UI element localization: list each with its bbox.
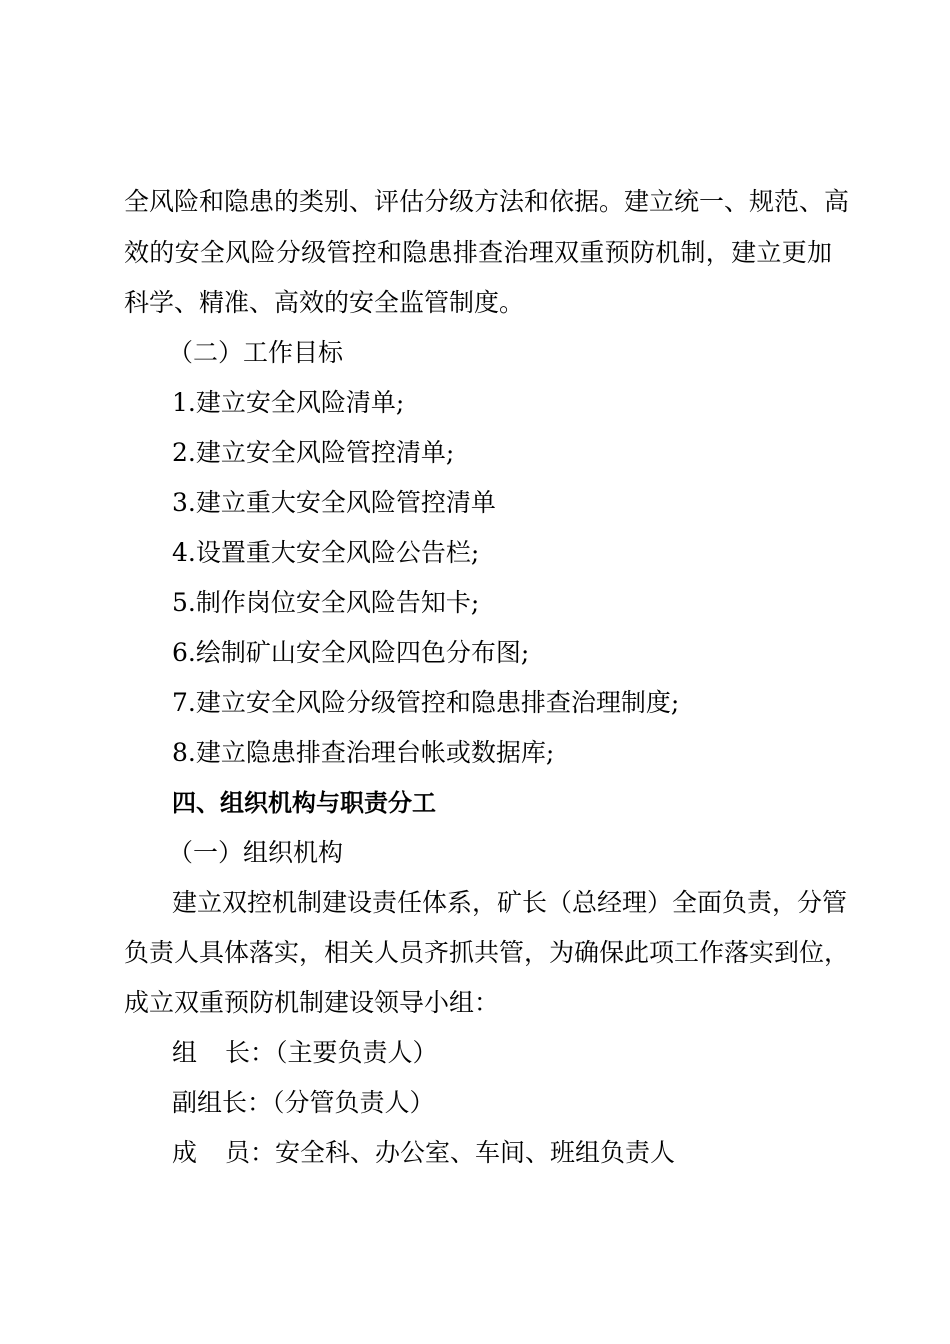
leader-value: （主要负责人）	[275, 1038, 438, 1067]
deputy-row	[172, 1088, 435, 1118]
goal-item-2: 2.建立安全风险管控清单;	[172, 438, 455, 467]
goal-item-8: 8.建立隐患排查治理台帐或数据库;	[172, 738, 555, 767]
goal-item-5: 5.制作岗位安全风险告知卡;	[172, 588, 480, 617]
chapter-4-heading: 四、组织机构与职责分工	[172, 789, 436, 817]
org-para-line-2: 负责人具体落实，相关人员齐抓共管，为确保此项工作落实到位，	[124, 938, 850, 967]
goal-item-1: 1.建立安全风险清单;	[172, 388, 405, 417]
org-para-line-3: 成立双重预防机制建设领导小组：	[124, 988, 500, 1017]
member-label-b: 员：	[225, 1138, 276, 1167]
section-goals-title: （二）工作目标	[168, 338, 344, 367]
deputy-value: （分管负责人）	[272, 1088, 435, 1117]
member-row	[172, 1138, 675, 1168]
deputy-label: 副组长：	[172, 1088, 273, 1117]
intro-line-1: 全风险和隐患的类别、评估分级方法和依据。建立统一、规范、高	[124, 187, 850, 216]
intro-line-3: 科学、精准、高效的安全监管制度。	[124, 288, 525, 317]
goal-item-7: 7.建立安全风险分级管控和隐患排查治理制度;	[172, 688, 680, 717]
intro-line-2: 效的安全风险分级管控和隐患排查治理双重预防机制，建立更加	[124, 238, 832, 267]
leader-row	[172, 1038, 438, 1068]
member-value: 安全科、办公室、车间、班组负责人	[275, 1138, 676, 1167]
section-org-title: （一）组织机构	[168, 838, 344, 867]
leader-label-b: 长：	[225, 1038, 276, 1067]
member-label-a: 成	[172, 1138, 198, 1167]
leader-label-a: 组	[172, 1038, 198, 1067]
goal-item-3: 3.建立重大安全风险管控清单	[172, 488, 496, 517]
goal-item-6: 6.绘制矿山安全风险四色分布图;	[172, 638, 530, 667]
goal-item-4: 4.设置重大安全风险公告栏;	[172, 538, 480, 567]
org-para-line-1: 建立双控机制建设责任体系，矿长（总经理）全面负责，分管	[172, 888, 848, 917]
